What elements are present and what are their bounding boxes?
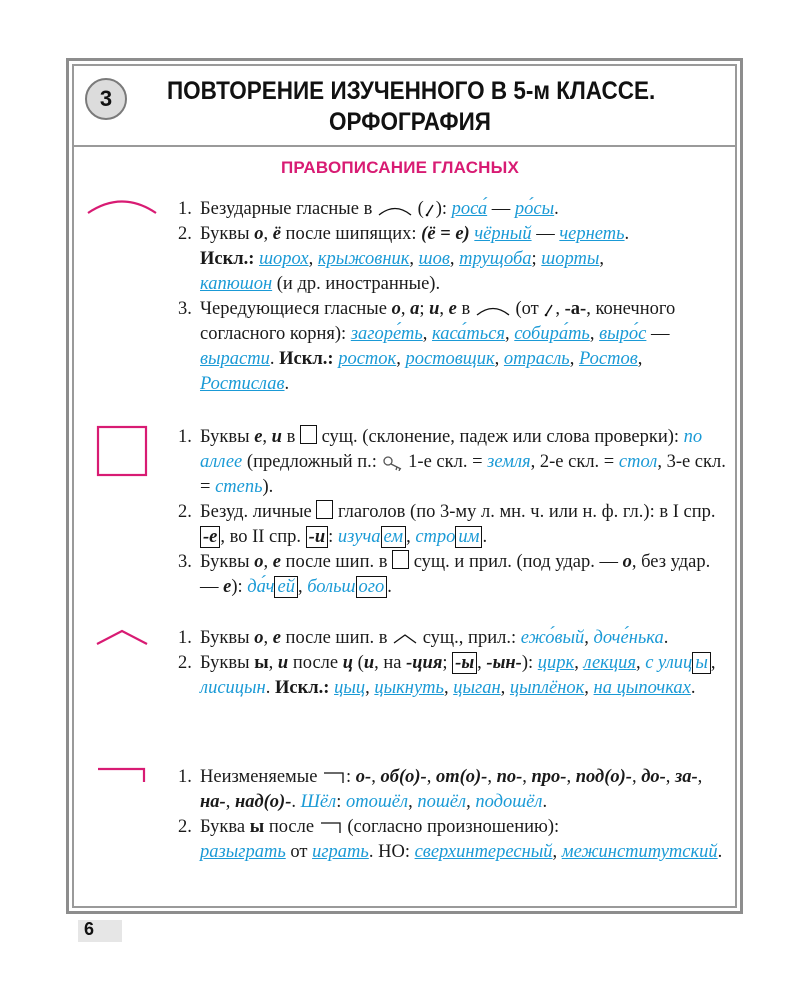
text: , <box>263 552 269 572</box>
text: . <box>387 577 392 597</box>
text: , <box>574 653 579 673</box>
item-number: 3. <box>178 552 192 572</box>
text: ; <box>442 653 448 673</box>
text: , <box>262 427 268 447</box>
item-number: 2. <box>178 653 192 673</box>
letter: и <box>429 299 440 319</box>
letter: е <box>223 577 232 597</box>
prefix-bracket-icon <box>322 771 346 785</box>
item-number: 1. <box>178 767 192 787</box>
example-word: собира́ть <box>514 324 590 344</box>
text: в <box>461 299 471 319</box>
word-ending: ей <box>274 576 297 598</box>
ending-rules <box>178 425 728 600</box>
text: , <box>422 324 428 344</box>
text: (согласно произношению): <box>347 817 560 837</box>
text: ): <box>435 199 448 219</box>
text: , <box>408 792 413 812</box>
text: . <box>663 628 669 648</box>
example-word: лекция <box>583 653 636 673</box>
text: , <box>569 349 575 369</box>
letter: ц <box>342 653 354 673</box>
example-word: играть <box>312 842 369 862</box>
example-word: пошёл <box>417 792 467 812</box>
example-word <box>415 526 482 548</box>
suffix: -ын- <box>486 653 522 673</box>
word-stem: да́ч <box>247 577 275 597</box>
text: Буквы <box>200 628 250 648</box>
example-word: вырасти <box>200 349 270 369</box>
text: Буквы <box>200 427 250 447</box>
letter: о <box>254 628 264 648</box>
text: ). <box>262 477 274 497</box>
list-item <box>178 222 728 297</box>
text: , <box>665 767 676 787</box>
item-number: 2. <box>178 502 192 522</box>
prefix-bracket-icon <box>319 821 343 835</box>
ending-box-icon <box>392 550 409 569</box>
text: , <box>263 224 269 244</box>
example-word: выро́с <box>599 324 647 344</box>
word-ending: ем <box>381 526 407 548</box>
key-icon <box>382 455 404 471</box>
letter: е <box>272 552 281 572</box>
text: Буквы <box>200 653 250 673</box>
chapter-number: 3 <box>99 86 113 111</box>
ending: -е <box>200 526 220 548</box>
text: , <box>400 299 406 319</box>
text: сущ. и прил. (под удар. — <box>413 552 619 572</box>
text: ): <box>521 653 534 673</box>
word-ending: ого <box>356 576 388 598</box>
prefix: от(о)- <box>435 767 488 787</box>
text: . <box>482 527 488 547</box>
item-number: 1. <box>178 628 192 648</box>
letter: а <box>410 299 420 319</box>
example-word: земля <box>487 452 531 472</box>
text: , <box>439 299 445 319</box>
text: — <box>536 224 555 244</box>
formula: (ё = е) <box>421 224 470 244</box>
text: , <box>584 628 589 648</box>
text: от <box>290 842 308 862</box>
word-stem: больш <box>307 577 356 597</box>
text: ( <box>357 653 364 673</box>
text: , <box>477 653 482 673</box>
text: , <box>308 249 314 269</box>
suffix-caret-icon <box>392 633 418 645</box>
text: ( <box>417 199 424 219</box>
stress-mark-icon <box>424 203 436 217</box>
text: после шип. в <box>285 552 388 572</box>
example-word: росток <box>338 349 397 369</box>
example-word: капюшон <box>200 274 273 294</box>
text: , <box>371 767 381 787</box>
prefix: на- <box>200 792 226 812</box>
text: . <box>717 842 723 862</box>
example-word: по аллее <box>200 427 703 472</box>
text: , <box>268 653 274 673</box>
example-word: доче́нька <box>593 628 664 648</box>
example-word: чернеть <box>559 224 625 244</box>
example-word: сверхинтересный <box>414 842 553 862</box>
ending: -и <box>306 526 328 548</box>
prefix: про- <box>531 767 567 787</box>
letter: ё <box>272 224 281 244</box>
stress-mark-icon <box>543 303 555 317</box>
text: Буквы <box>200 224 250 244</box>
text: . <box>269 349 275 369</box>
word-stem: изуча <box>337 527 381 547</box>
example-word: стол <box>618 452 658 472</box>
text: , <box>396 349 401 369</box>
letter: ы <box>254 653 269 673</box>
example-word: Ростислав <box>200 374 285 394</box>
letter: о <box>254 224 264 244</box>
text: , <box>494 349 500 369</box>
example-word: чёрный <box>474 224 532 244</box>
example-word <box>307 576 387 598</box>
text: . <box>554 199 559 219</box>
prefix: за- <box>675 767 698 787</box>
text: , <box>297 577 303 597</box>
text: , <box>443 678 449 698</box>
text: , 2-е скл. = <box>530 452 615 472</box>
example-word: на цыпочках <box>593 678 691 698</box>
example-word: шорох <box>259 249 309 269</box>
letter: о <box>391 299 401 319</box>
exception-label: Искл.: <box>275 678 330 698</box>
example-word: цирк <box>537 653 575 673</box>
text: глаголов (по 3-му л. мн. ч. или н. ф. гл.): в I спр. <box>337 502 716 522</box>
text: , <box>697 767 703 787</box>
section-title: ПРАВОПИСАНИЕ ГЛАСНЫХ <box>280 158 520 177</box>
root-arc-icon <box>86 196 158 216</box>
text: ; <box>531 249 537 269</box>
text: Безударные гласные в <box>200 199 373 219</box>
text: , <box>555 299 560 319</box>
list-item <box>178 425 728 500</box>
prefix: над(о)- <box>234 792 292 812</box>
prefix: до- <box>641 767 666 787</box>
word-ending: ы <box>692 652 711 674</box>
list-item <box>178 626 728 651</box>
example-word: Шёл <box>300 792 337 812</box>
header-divider <box>72 145 737 147</box>
list-item <box>178 765 728 815</box>
example-word: межинститутский <box>561 842 718 862</box>
letter: ы <box>249 817 265 837</box>
text: , <box>566 767 576 787</box>
prefix: об(о)- <box>380 767 427 787</box>
example-word: цыц <box>334 678 366 698</box>
example-word: ежо́вый <box>520 628 585 648</box>
item-number: 2. <box>178 224 192 244</box>
text: : <box>328 527 334 547</box>
text: , <box>589 324 595 344</box>
list-item <box>178 297 728 397</box>
suffix: -а- <box>564 299 587 319</box>
list-item <box>178 651 728 701</box>
text: , <box>599 249 605 269</box>
word-stem: с улиц <box>645 653 693 673</box>
text: Безуд. личные <box>200 502 312 522</box>
title-line-1: ПОВТОРЕНИЕ ИЗУЧЕННОГО В 5-м КЛАССЕ. <box>167 77 656 105</box>
suffix: -ция <box>406 653 443 673</box>
text: : <box>336 792 342 812</box>
text: сущ. (склонение, падеж или слова проверки): <box>321 427 680 447</box>
word-stem: стро <box>415 527 456 547</box>
page-title <box>167 76 656 138</box>
word-ending: им <box>455 526 482 548</box>
example-word <box>645 652 711 674</box>
text: , конечного согласного корня): <box>200 299 676 344</box>
letter: о <box>254 552 264 572</box>
suffix-caret-icon <box>95 628 149 648</box>
item-number: 1. <box>178 427 192 447</box>
example-word: разыграть <box>200 842 286 862</box>
item-number: 2. <box>178 817 192 837</box>
text: Чередующиеся гласные <box>200 299 387 319</box>
suffix-rules <box>178 626 728 701</box>
text: после шипящих: <box>285 224 417 244</box>
example-word <box>247 576 298 598</box>
ending: -ы <box>452 652 477 674</box>
text: , <box>552 842 558 862</box>
page-number: 6 <box>84 919 95 939</box>
root-arc-icon <box>377 204 413 216</box>
letter: и <box>363 653 375 673</box>
text: , <box>466 792 471 812</box>
ending-box-icon <box>96 425 148 477</box>
text: . <box>542 792 548 812</box>
example-word <box>338 526 406 548</box>
letter: и <box>277 653 289 673</box>
text: , <box>365 678 370 698</box>
example-word: трущоба <box>459 249 532 269</box>
text: , <box>584 678 589 698</box>
example-word: цыган <box>453 678 501 698</box>
text: , на <box>374 653 402 673</box>
example-word: крыжовник <box>317 249 410 269</box>
example-word: ро́сы <box>514 199 555 219</box>
root-arc-icon <box>475 304 511 316</box>
text: , <box>406 527 411 547</box>
text: , <box>449 249 455 269</box>
title-line-2: ОРФОГРАФИЯ <box>329 108 491 136</box>
chapter-number-badge <box>85 78 127 120</box>
letter: е <box>272 628 281 648</box>
example-word: каса́ться <box>432 324 506 344</box>
text: в <box>286 427 296 447</box>
text: , <box>500 678 506 698</box>
text: : <box>346 767 352 787</box>
text: . <box>291 792 296 812</box>
example-word: отрасль <box>503 349 570 369</box>
example-word: отошёл <box>345 792 409 812</box>
text: 1-е скл. = <box>408 452 483 472</box>
text: , <box>710 653 716 673</box>
example-word: шов <box>418 249 450 269</box>
text: , <box>426 767 436 787</box>
list-item <box>178 500 728 550</box>
text: (и др. иностранные). <box>276 274 441 294</box>
text: (предложный п.: <box>246 452 377 472</box>
example-word: загоре́ть <box>350 324 423 344</box>
letter: е <box>254 427 263 447</box>
text: , <box>487 767 497 787</box>
letter: и <box>271 427 282 447</box>
list-item <box>178 550 728 600</box>
example-word: Ростов <box>578 349 638 369</box>
text: (от <box>515 299 539 319</box>
example-word: лисицын <box>200 678 266 698</box>
text: , 3-е скл. = <box>200 452 726 497</box>
text: , без удар. — <box>200 552 711 597</box>
text: , <box>225 792 235 812</box>
text: , <box>637 349 643 369</box>
prefix-bracket-icon <box>96 766 148 786</box>
list-item <box>178 197 728 222</box>
text: Неизменяемые <box>200 767 318 787</box>
example-word: шорты <box>541 249 600 269</box>
item-number: 1. <box>178 199 192 219</box>
exception-label: Искл.: <box>200 249 255 269</box>
text: . <box>690 678 696 698</box>
example-word: степь <box>215 477 263 497</box>
text: . <box>265 678 271 698</box>
text: — <box>651 324 670 344</box>
letter: е <box>448 299 457 319</box>
text: , <box>522 767 532 787</box>
ending-box-icon <box>316 500 333 519</box>
root-rules <box>178 197 728 397</box>
prefix: по- <box>496 767 523 787</box>
prefix-rules <box>178 765 728 865</box>
text: Буквы <box>200 552 250 572</box>
list-item <box>178 815 728 865</box>
example-word: роса́ <box>451 199 488 219</box>
text: , <box>631 767 642 787</box>
text: , <box>635 653 641 673</box>
example-word: цыплёнок <box>509 678 585 698</box>
text: , <box>263 628 269 648</box>
text: после шип. в <box>285 628 388 648</box>
prefix: под(о)- <box>575 767 632 787</box>
text: Буква <box>200 817 246 837</box>
exception-label: Искл.: <box>279 349 334 369</box>
text: ; <box>419 299 425 319</box>
text: . <box>284 374 290 394</box>
example-word: цыкнуть <box>374 678 444 698</box>
text: . <box>624 224 630 244</box>
text: , <box>505 324 510 344</box>
example-word: подошёл <box>475 792 543 812</box>
prefix: о- <box>355 767 372 787</box>
example-word: ростовщик <box>405 349 495 369</box>
text: , <box>409 249 415 269</box>
text: — <box>491 199 511 219</box>
text: после <box>268 817 315 837</box>
text: , во II спр. <box>220 527 302 547</box>
text: . НО: <box>368 842 410 862</box>
text: ): <box>231 577 243 597</box>
text: после <box>292 653 339 673</box>
item-number: 3. <box>178 299 192 319</box>
text: сущ., прил.: <box>422 628 517 648</box>
letter: о <box>622 552 632 572</box>
ending-box-icon <box>300 425 317 444</box>
